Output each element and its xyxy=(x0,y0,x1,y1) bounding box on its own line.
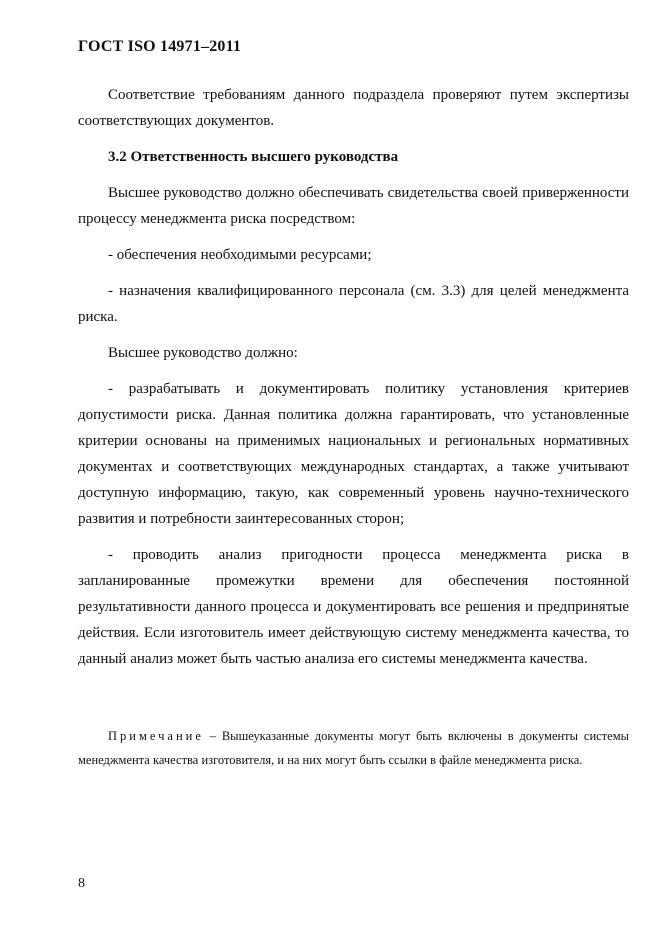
document-body xyxy=(78,82,629,672)
document-header: ГОСТ ISO 14971–2011 xyxy=(78,38,242,55)
note-label: Примечание xyxy=(108,729,204,743)
note-block xyxy=(78,724,629,772)
paragraph-management-must: Высшее руководство должно: xyxy=(108,345,298,361)
list-item-personnel: - назначения квалифицированного персонала (см. 3.3) для целей менеджмента риска. xyxy=(78,283,629,325)
section-title: 3.2 Ответственность высшего руководства xyxy=(108,149,399,165)
paragraph-management-commitment: Высшее руководство должно обеспечивать свидетельства своей приверженности процессу менеджмента риска посредством: xyxy=(78,185,629,227)
paragraph-compliance: Соответствие требованиям данного подраздела проверяют путем экспертизы соответствующих документов. xyxy=(78,87,629,129)
note-text: – Вышеуказанные документы могут быть включены в документы системы менеджмента качества изготовителя, и на них могут быть ссылки в файле менеджмента риска. xyxy=(78,729,629,767)
note-paragraph xyxy=(78,724,629,772)
list-item-review: - проводить анализ пригодности процесса менеджмента риска в запланированные промежутки времени для обеспечения постоянной результативности данного процесса и документировать все решения и предпринятые действия. Если изготовитель имеет действующую систему менеджмента качества, то данный анализ может быть частью анализа его системы менеджмента качества. xyxy=(78,547,629,667)
list-item-policy: - разрабатывать и документировать политику установления критериев допустимости риска. Данная политика должна гарантировать, что установленные критерии основаны на применимых национальных и региональных нормативных документах и соответствующих международных стандартах, а также учитывают доступную информацию, такую, как современный уровень научно-технического развития и потребности заинтересованных сторон; xyxy=(78,381,629,527)
page-number: 8 xyxy=(78,876,85,891)
list-item-resources: - обеспечения необходимыми ресурсами; xyxy=(108,247,372,263)
